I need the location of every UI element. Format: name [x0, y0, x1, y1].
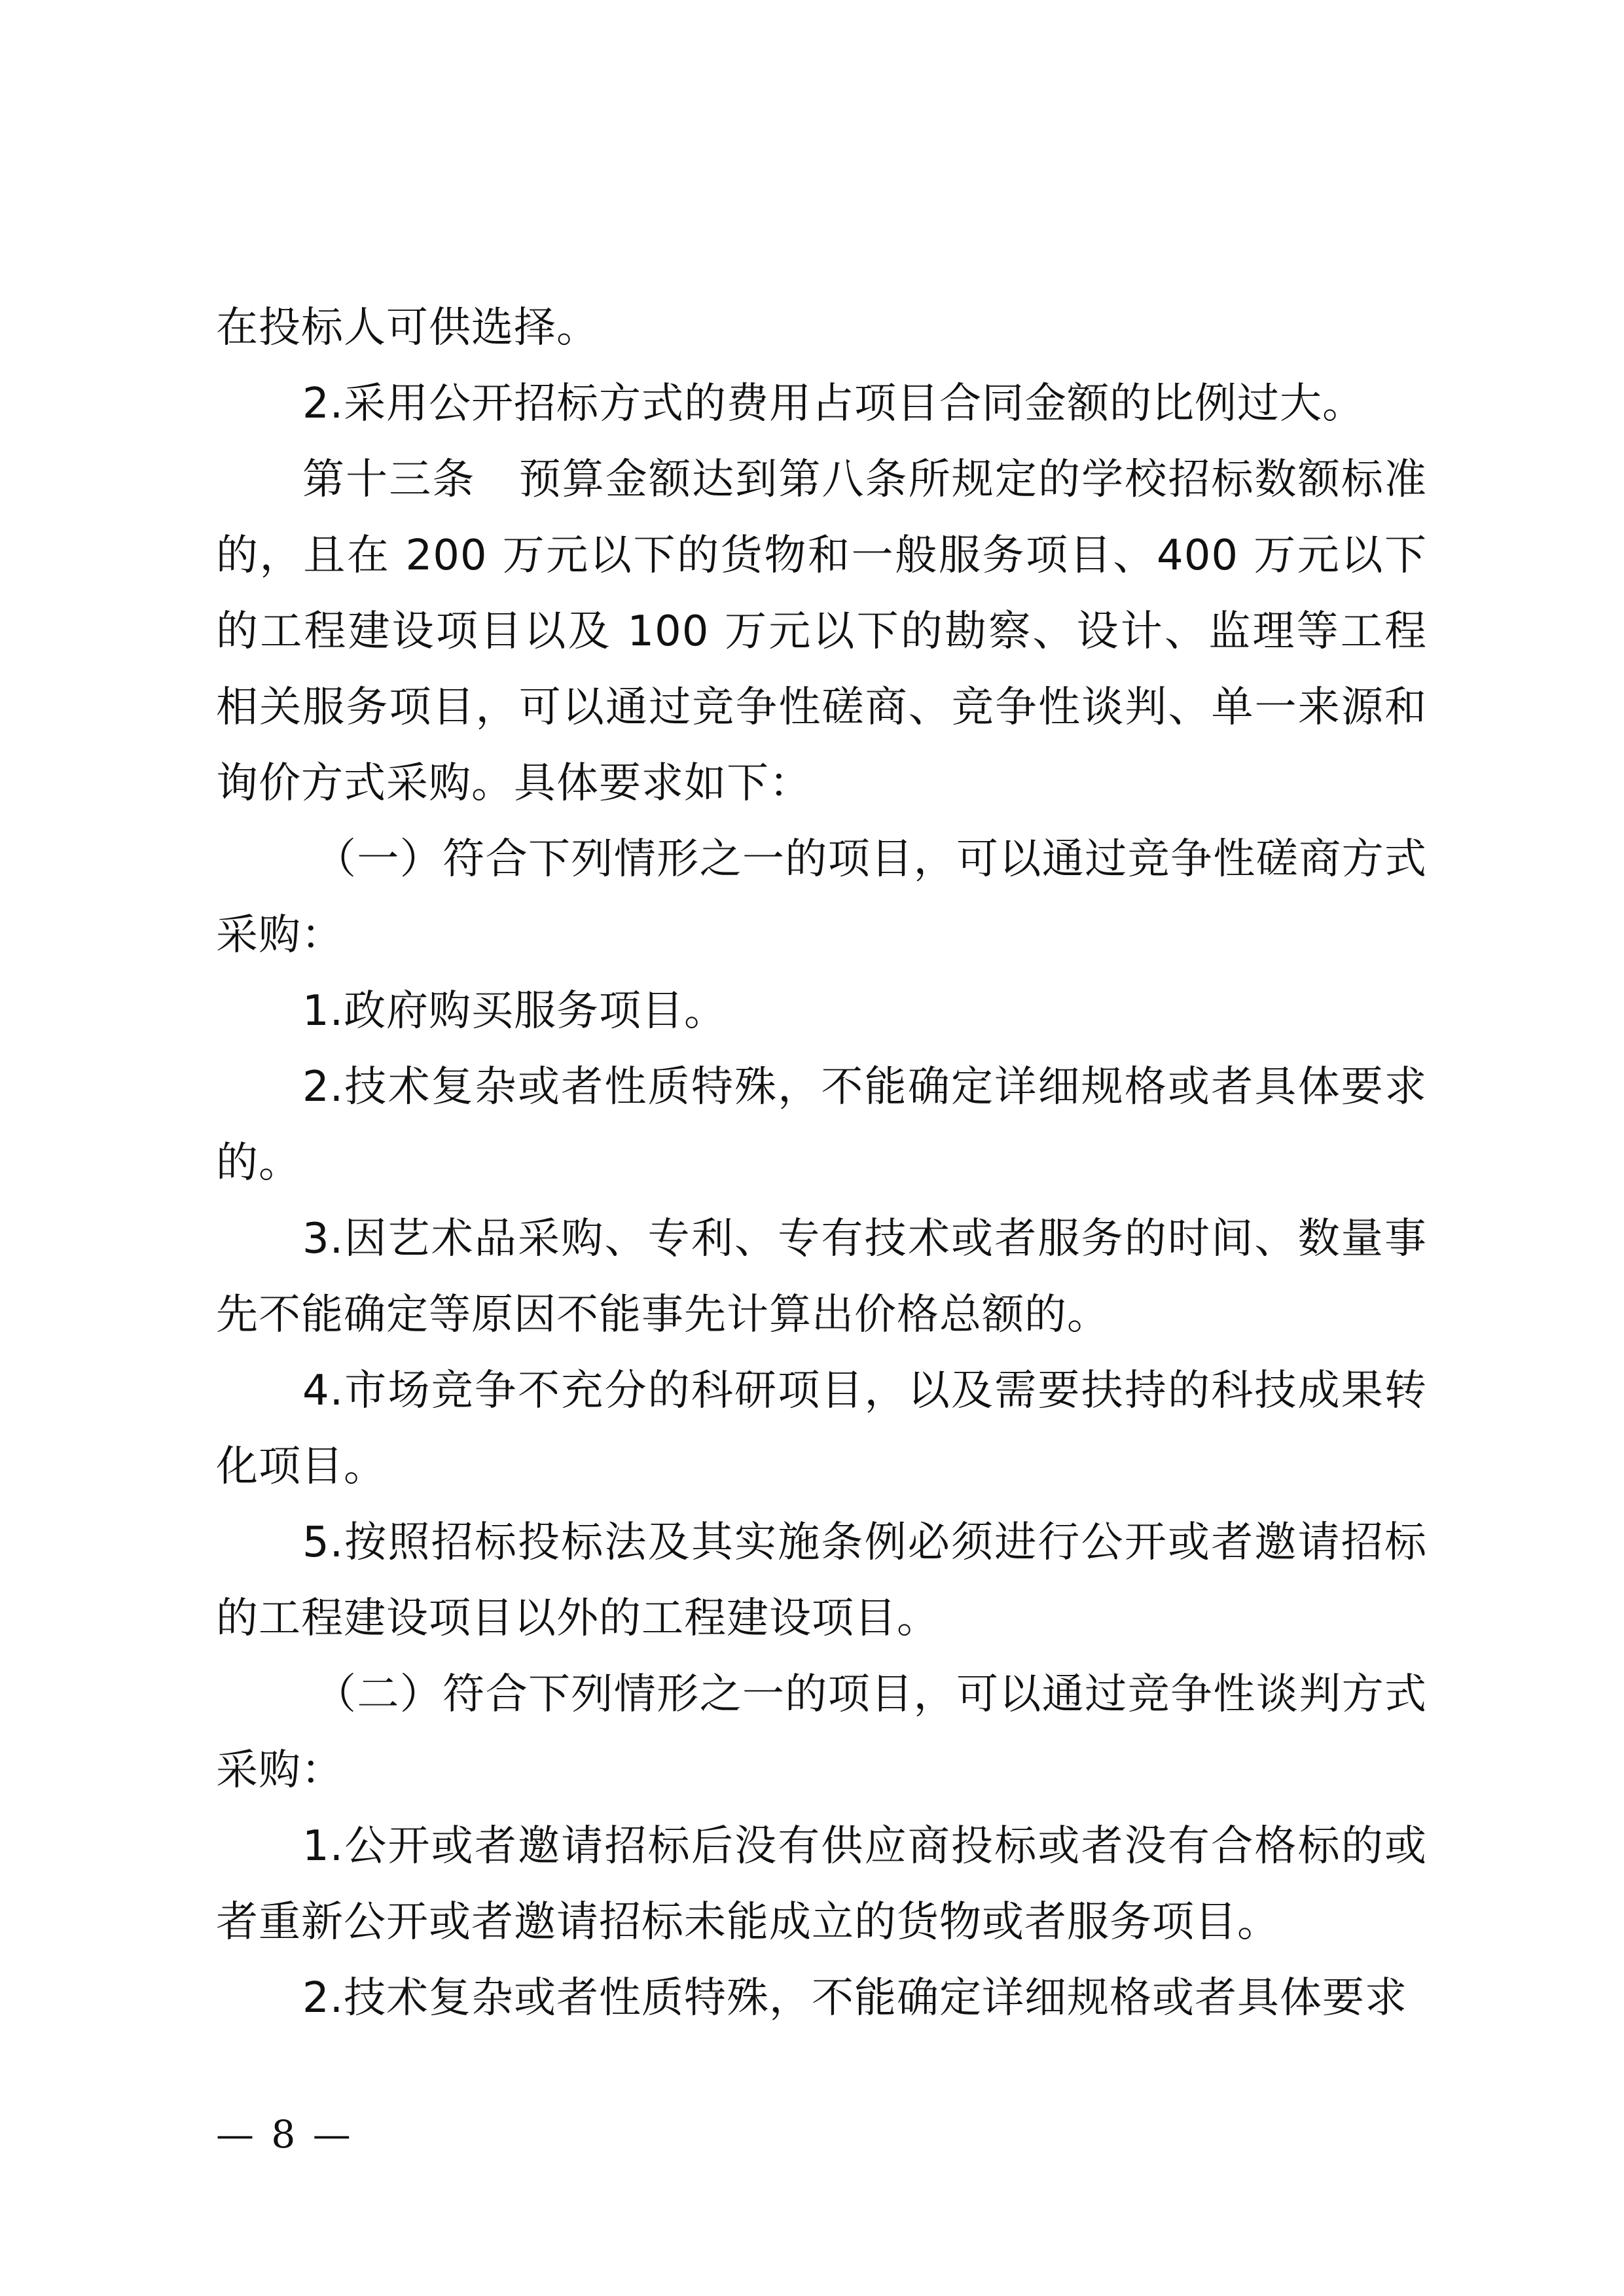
paragraph-section-2-item-1: 1.公开或者邀请招标后没有供应商投标或者没有合格标的或者重新公开或者邀请招标未能成立的货物或者服务项目。 [216, 1822, 1427, 1946]
paragraph-item-2: 2.采用公开招标方式的费用占项目合同金额的比例过大。 [302, 380, 1365, 428]
paragraph-section-1-item-2: 2.技术复杂或者性质特殊，不能确定详细规格或者具体要求的。 [216, 1063, 1427, 1187]
paragraph-section-1-item-4: 4.市场竞争不充分的科研项目，以及需要扶持的科技成果转化项目。 [216, 1367, 1427, 1491]
paragraph-article-13: 第十三条 预算金额达到第八条所规定的学校招标数额标准的，且在 200 万元以下的货物和一般服务项目、400 万元以下的工程建设项目以及 100 万元以下的勘察、设计、监理等工程相关服务项目，可以通过竞争性磋商、竞争性谈判、单一来源和询价方式采购。具体要求如下： [216, 456, 1427, 808]
paragraph-section-2-item-2: 2.技术复杂或者性质特殊，不能确定详细规格或者具体要求 [302, 1974, 1408, 2022]
page-number: — 8 — [216, 2112, 353, 2157]
body-text [216, 290, 1427, 2036]
paragraph-section-1-item-5: 5.按照招标投标法及其实施条例必须进行公开或者邀请招标的工程建设项目以外的工程建设项目。 [216, 1518, 1427, 1643]
paragraph-section-2-heading: （二）符合下列情形之一的项目，可以通过竞争性谈判方式采购： [216, 1670, 1427, 1795]
paragraph-section-1-heading: （一）符合下列情形之一的项目，可以通过竞争性磋商方式采购： [216, 835, 1427, 960]
paragraph-section-1-item-1: 1.政府购买服务项目。 [302, 987, 727, 1035]
paragraph-continuation: 在投标人可供选择。 [216, 304, 599, 352]
paragraph-section-1-item-3: 3.因艺术品采购、专利、专有技术或者服务的时间、数量事先不能确定等原因不能事先计算出价格总额的。 [216, 1215, 1427, 1339]
